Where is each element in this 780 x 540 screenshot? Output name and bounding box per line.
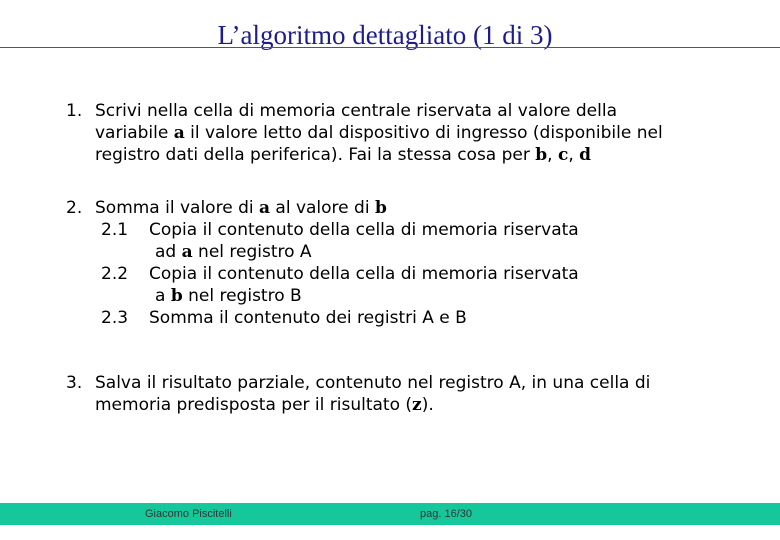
text: ad [155,242,182,262]
text: il valore letto dal dispositivo di ingresso (disponibile nel [184,123,663,143]
text: memoria predisposta per il risultato ( [95,395,413,415]
variable-c: c [557,145,569,165]
footer-page-number: pag. 16/30 [420,508,472,520]
variable-a: a [173,123,185,143]
variable-d: d [579,145,592,165]
text: Copia il contenuto della cella di memoria riservata [149,220,579,240]
variable-b: b [535,145,548,165]
text: Copia il contenuto della cella di memoria riservata [149,264,579,284]
text: Somma il contenuto dei registri A e B [149,308,467,328]
text: Somma il valore di [95,198,259,218]
text: a [155,286,171,306]
text: nel registro B [182,286,302,306]
substep-number: 2.3 [101,308,129,328]
substep-line [149,307,716,329]
step-number: 1. [66,101,83,121]
text: Scrivi nella cella di memoria centrale riservata al valore della [95,101,618,121]
substep-line [149,263,716,285]
text: variabile [95,123,174,143]
step-line [95,197,716,219]
substep-2-1 [66,219,716,263]
variable-z: z [412,395,422,415]
step-1 [66,100,716,166]
step-line [95,372,716,394]
step-line [95,122,716,144]
step-number: 2. [66,198,83,218]
step-line [95,394,716,416]
step-line [95,100,716,122]
footer-author: Giacomo Piscitelli [145,508,232,520]
slide-title: L’algoritmo dettagliato (1 di 3) [217,20,553,50]
text: registro dati della periferica). Fai la stessa cosa per [95,145,536,165]
text: , [568,145,580,165]
substep-number: 2.2 [101,264,129,284]
substep-line [149,219,716,241]
substep-2-2 [66,263,716,307]
variable-b: b [170,286,183,306]
variable-a: a [258,198,270,218]
substep-line [155,285,716,307]
footer-bar [0,503,780,525]
substep-2-3 [66,307,716,329]
variable-a: a [181,242,193,262]
substep-line [155,241,716,263]
text: al valore di [270,198,375,218]
text: ). [421,395,434,415]
text: , [547,145,558,165]
text: Salva il risultato parziale, contenuto nel registro A, in una cella di [95,373,651,393]
step-line [95,144,716,166]
step-2 [66,197,716,329]
variable-b: b [374,198,387,218]
step-3 [66,372,716,416]
title-underline [0,47,780,48]
text: nel registro A [192,242,312,262]
substep-number: 2.1 [101,220,129,240]
step-number: 3. [66,373,83,393]
